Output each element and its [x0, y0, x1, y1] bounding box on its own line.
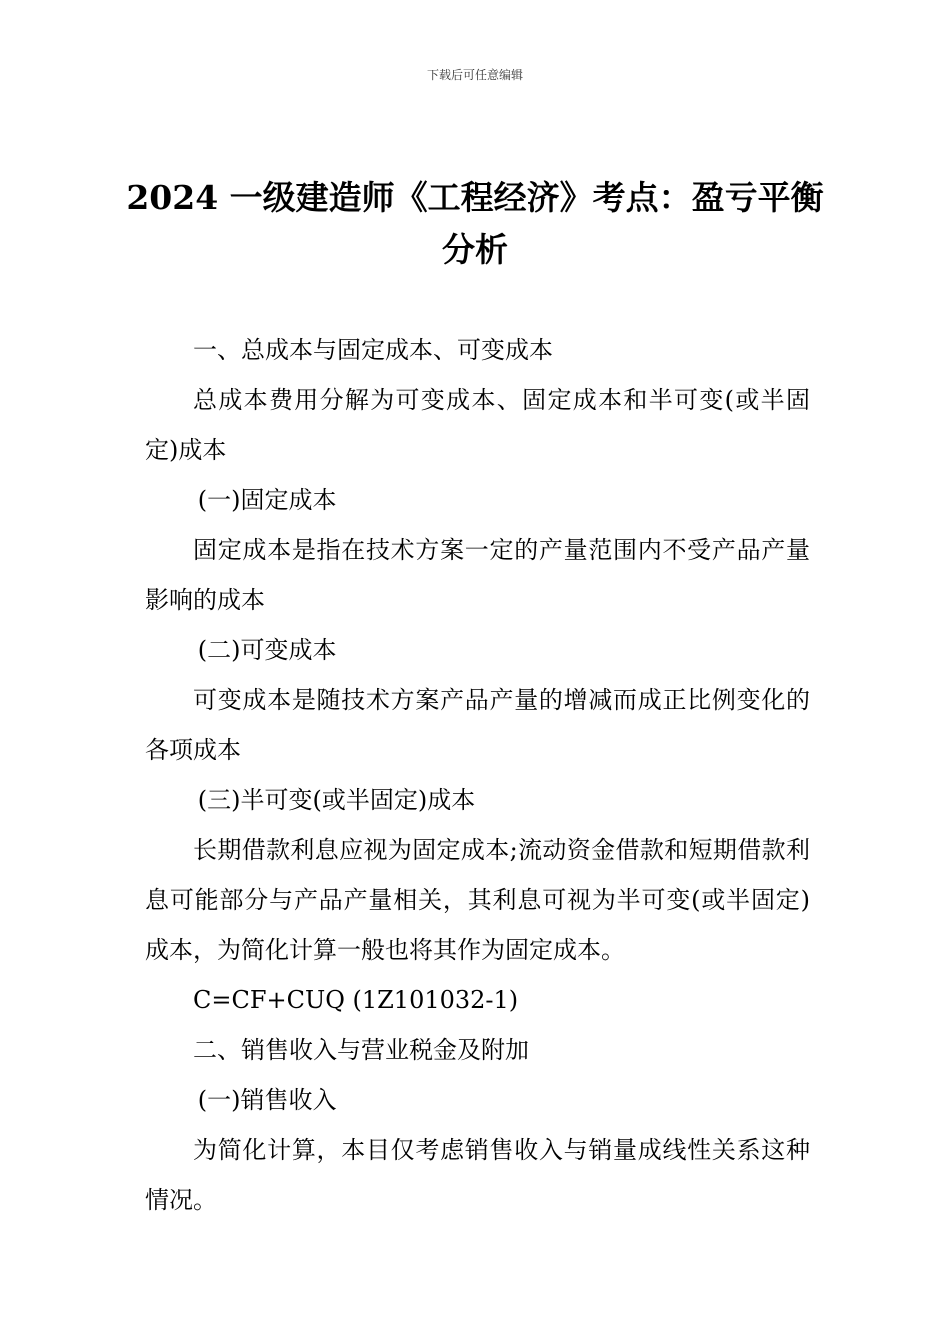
section-heading: 二、销售收入与营业税金及附加 — [193, 1036, 529, 1064]
paragraph: 总成本费用分解为可变成本、固定成本和半可变(或半固定)成本 — [145, 386, 810, 464]
paragraph: 固定成本是指在技术方案一定的产量范围内不受产品产量影响的成本 — [145, 536, 810, 614]
formula: C=CF+CUQ (1Z101032-1) — [193, 986, 519, 1014]
paragraph: 长期借款利息应视为固定成本;流动资金借款和短期借款利息可能部分与产品产量相关，其利息可视为半可变(或半固定)成本，为简化计算一般也将其作为固定成本。 — [145, 836, 810, 964]
document-title: 2024 一级建造师《工程经济》考点：盈亏平衡分析 — [126, 178, 824, 269]
document-body — [145, 325, 810, 1225]
header-note: 下载后可任意编辑 — [426, 68, 523, 82]
section-heading: 一、总成本与固定成本、可变成本 — [193, 336, 553, 364]
subsection-heading: (一)销售收入 — [197, 1086, 337, 1114]
paragraph: 可变成本是随技术方案产品产量的增减而成正比例变化的各项成本 — [145, 686, 810, 764]
paragraph: 为简化计算，本目仅考虑销售收入与销量成线性关系这种情况。 — [145, 1136, 810, 1214]
subsection-heading: (一)固定成本 — [197, 486, 337, 514]
subsection-heading: (二)可变成本 — [197, 636, 337, 664]
subsection-heading: (三)半可变(或半固定)成本 — [197, 786, 476, 814]
